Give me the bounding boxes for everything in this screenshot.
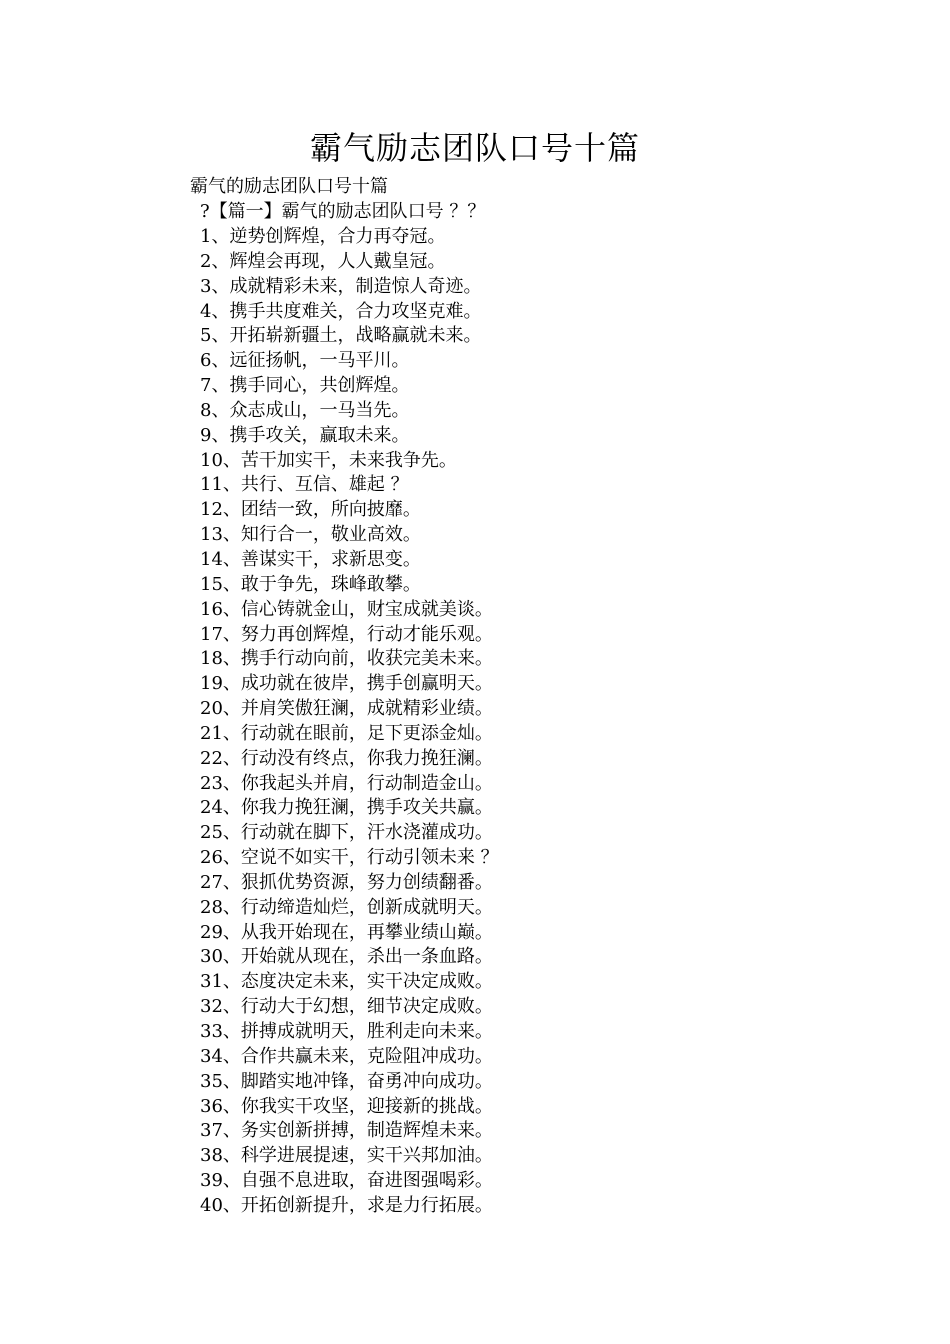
slogan-item: 20、并肩笑傲狂澜，成就精彩业绩。	[200, 698, 493, 720]
slogan-item: 5、开拓崭新疆土，战略赢就未来。	[200, 325, 482, 347]
slogan-item: 26、空说不如实干，行动引领未来 ？	[200, 847, 499, 869]
slogan-item: 33、拼搏成就明天，胜利走向未来。	[200, 1021, 493, 1042]
slogan-item: 18、携手行动向前，收获完美未来。	[200, 648, 493, 670]
slogan-item: 21、行动就在眼前，足下更添金灿。	[200, 722, 493, 744]
slogan-item: 4、携手共度难关，合力攻坚克难。	[200, 300, 482, 322]
slogan-item: 34、合作共赢未来，克险阻冲成功。	[200, 1045, 493, 1067]
slogan-item: 27、狠抓优势资源，努力创绩翻番。	[200, 871, 493, 893]
slogan-item: 2、辉煌会再现，人人戴皇冠。	[200, 250, 446, 272]
slogan-item: 8、众志成山，一马当先。	[200, 399, 410, 421]
slogan-item: 11、共行、互信、雄起 ？	[200, 474, 409, 496]
slogan-item: 37、务实创新拼搏，制造辉煌未来。	[200, 1120, 493, 1142]
slogan-item: 31、态度决定未来，实干决定成败。	[200, 971, 493, 993]
slogan-item: 28、行动缔造灿烂，创新成就明天。	[200, 896, 493, 918]
slogan-item: 7、携手同心，共创辉煌。	[200, 375, 410, 397]
document-title: 霸气励志团队口号十篇	[309, 129, 640, 167]
document-subtitle: 霸气的励志团队口号十篇	[190, 176, 388, 197]
slogan-item: 36、你我实干攻坚，迎接新的挑战。	[200, 1095, 493, 1117]
slogan-item: 38、科学进展提速，实干兴邦加油。	[200, 1145, 493, 1167]
slogan-item: 13、知行合一，敬业高效。	[200, 524, 421, 546]
slogan-item: 30、开始就从现在，杀出一条血路。	[200, 946, 493, 968]
slogan-item: 23、你我起头并肩，行动制造金山。	[200, 772, 493, 794]
slogan-item: 22、行动没有终点，你我力挽狂澜。	[200, 747, 493, 769]
slogan-item: 25、行动就在脚下，汗水浇灌成功。	[200, 822, 493, 844]
slogan-item: 40、开拓创新提升，求是力行拓展。	[200, 1194, 493, 1216]
slogan-item: 1、逆势创辉煌，合力再夺冠。	[200, 226, 446, 247]
slogan-item: 17、努力再创辉煌，行动才能乐观。	[200, 623, 493, 645]
slogan-item: 32、行动大于幻想，细节决定成败。	[200, 996, 493, 1018]
slogan-item: 15、敢于争先，珠峰敢攀。	[200, 573, 421, 595]
slogan-item: 14、善谋实干，求新思变。	[200, 548, 421, 570]
slogan-item: 6、远征扬帆，一马平川。	[200, 350, 410, 372]
slogan-item: 12、团结一致，所向披靡。	[200, 499, 421, 521]
slogan-item: 19、成功就在彼岸，携手创赢明天。	[200, 673, 493, 695]
section-heading: ?【篇一】霸气的励志团队口号 ？？	[200, 201, 486, 222]
slogan-item: 35、脚踏实地冲锋，奋勇冲向成功。	[200, 1070, 493, 1092]
slogan-item: 10、苦干加实干，未来我争先。	[200, 449, 457, 471]
slogan-item: 24、你我力挽狂澜，携手攻关共赢。	[200, 797, 493, 819]
slogan-item: 9、携手攻关，赢取未来。	[200, 424, 410, 446]
slogan-item: 3、成就精彩未来，制造惊人奇迹。	[200, 275, 482, 297]
slogan-item: 29、从我开始现在，再攀业绩山巅。	[200, 921, 493, 943]
slogan-item: 39、自强不息进取，奋进图强喝彩。	[200, 1170, 493, 1192]
slogan-item: 16、信心铸就金山，财宝成就美谈。	[200, 598, 493, 620]
slogan-list	[200, 225, 499, 1219]
